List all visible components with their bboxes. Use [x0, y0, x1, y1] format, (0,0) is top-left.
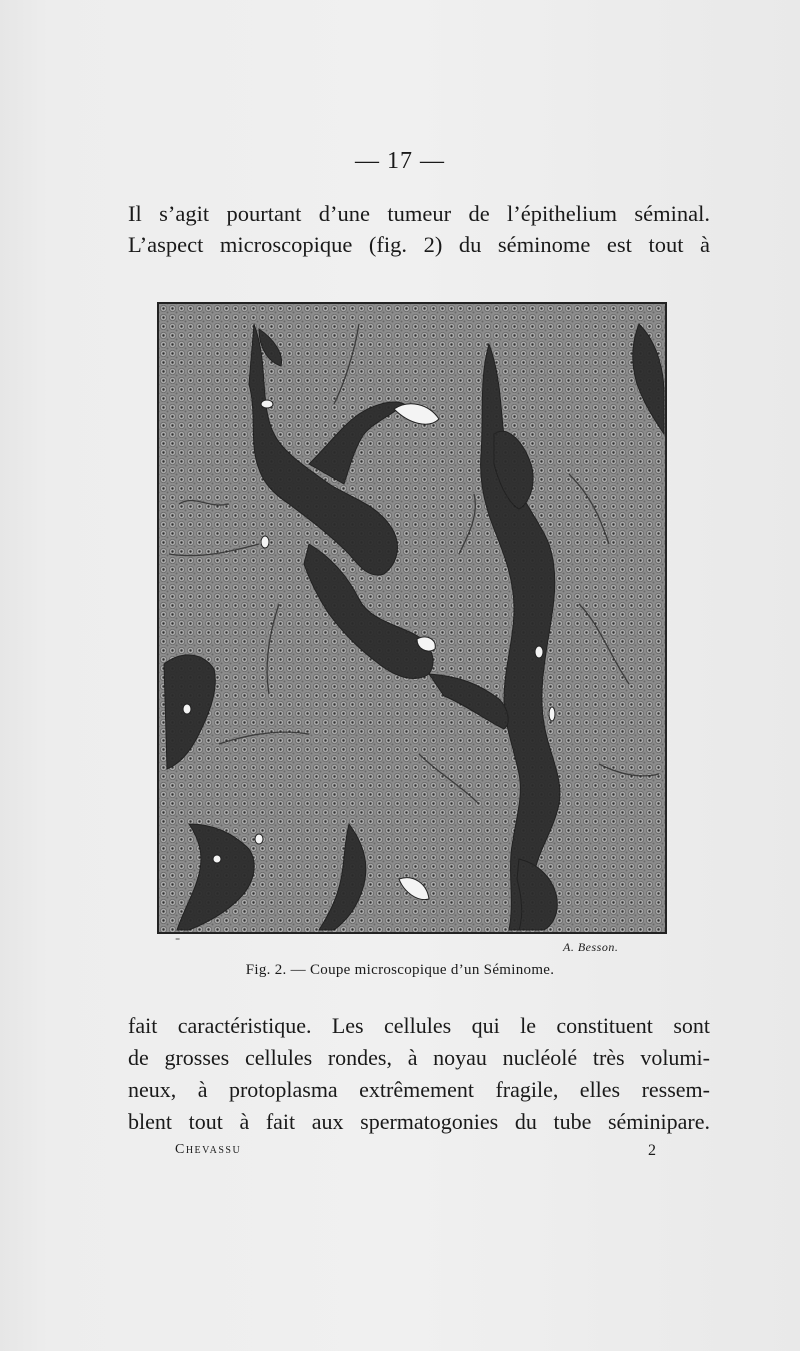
- paragraph-top: [128, 198, 710, 260]
- paragraph-bottom: [128, 1010, 710, 1138]
- text-line: L’aspect microscopique (fig. 2) du séminome est tout à: [128, 232, 710, 257]
- figure-caption: Fig. 2. — Coupe microscopique d’un Séminome.: [245, 962, 555, 978]
- page-number: — 17 —: [355, 148, 445, 174]
- text-line: fait caractéristique. Les cellules qui le constituent sont: [128, 1013, 710, 1038]
- engraving-mark: ⁼: [175, 936, 181, 947]
- illustrator-signature: A. Besson.: [563, 940, 619, 954]
- microscopic-illustration: [157, 302, 667, 934]
- text-line: de grosses cellules rondes, à noyau nucléolé très volumi-: [128, 1045, 710, 1070]
- text-line: Il s’agit pourtant d’une tumeur de l’épithelium séminal.: [128, 201, 710, 226]
- footer-author: Chevassu: [175, 1142, 242, 1157]
- text-line: blent tout à fait aux spermatogonies du tube séminipare.: [128, 1109, 710, 1134]
- text-line: neux, à protoplasma extrêmement fragile, elles ressem-: [128, 1077, 710, 1102]
- footer-signature-mark: 2: [648, 1142, 656, 1159]
